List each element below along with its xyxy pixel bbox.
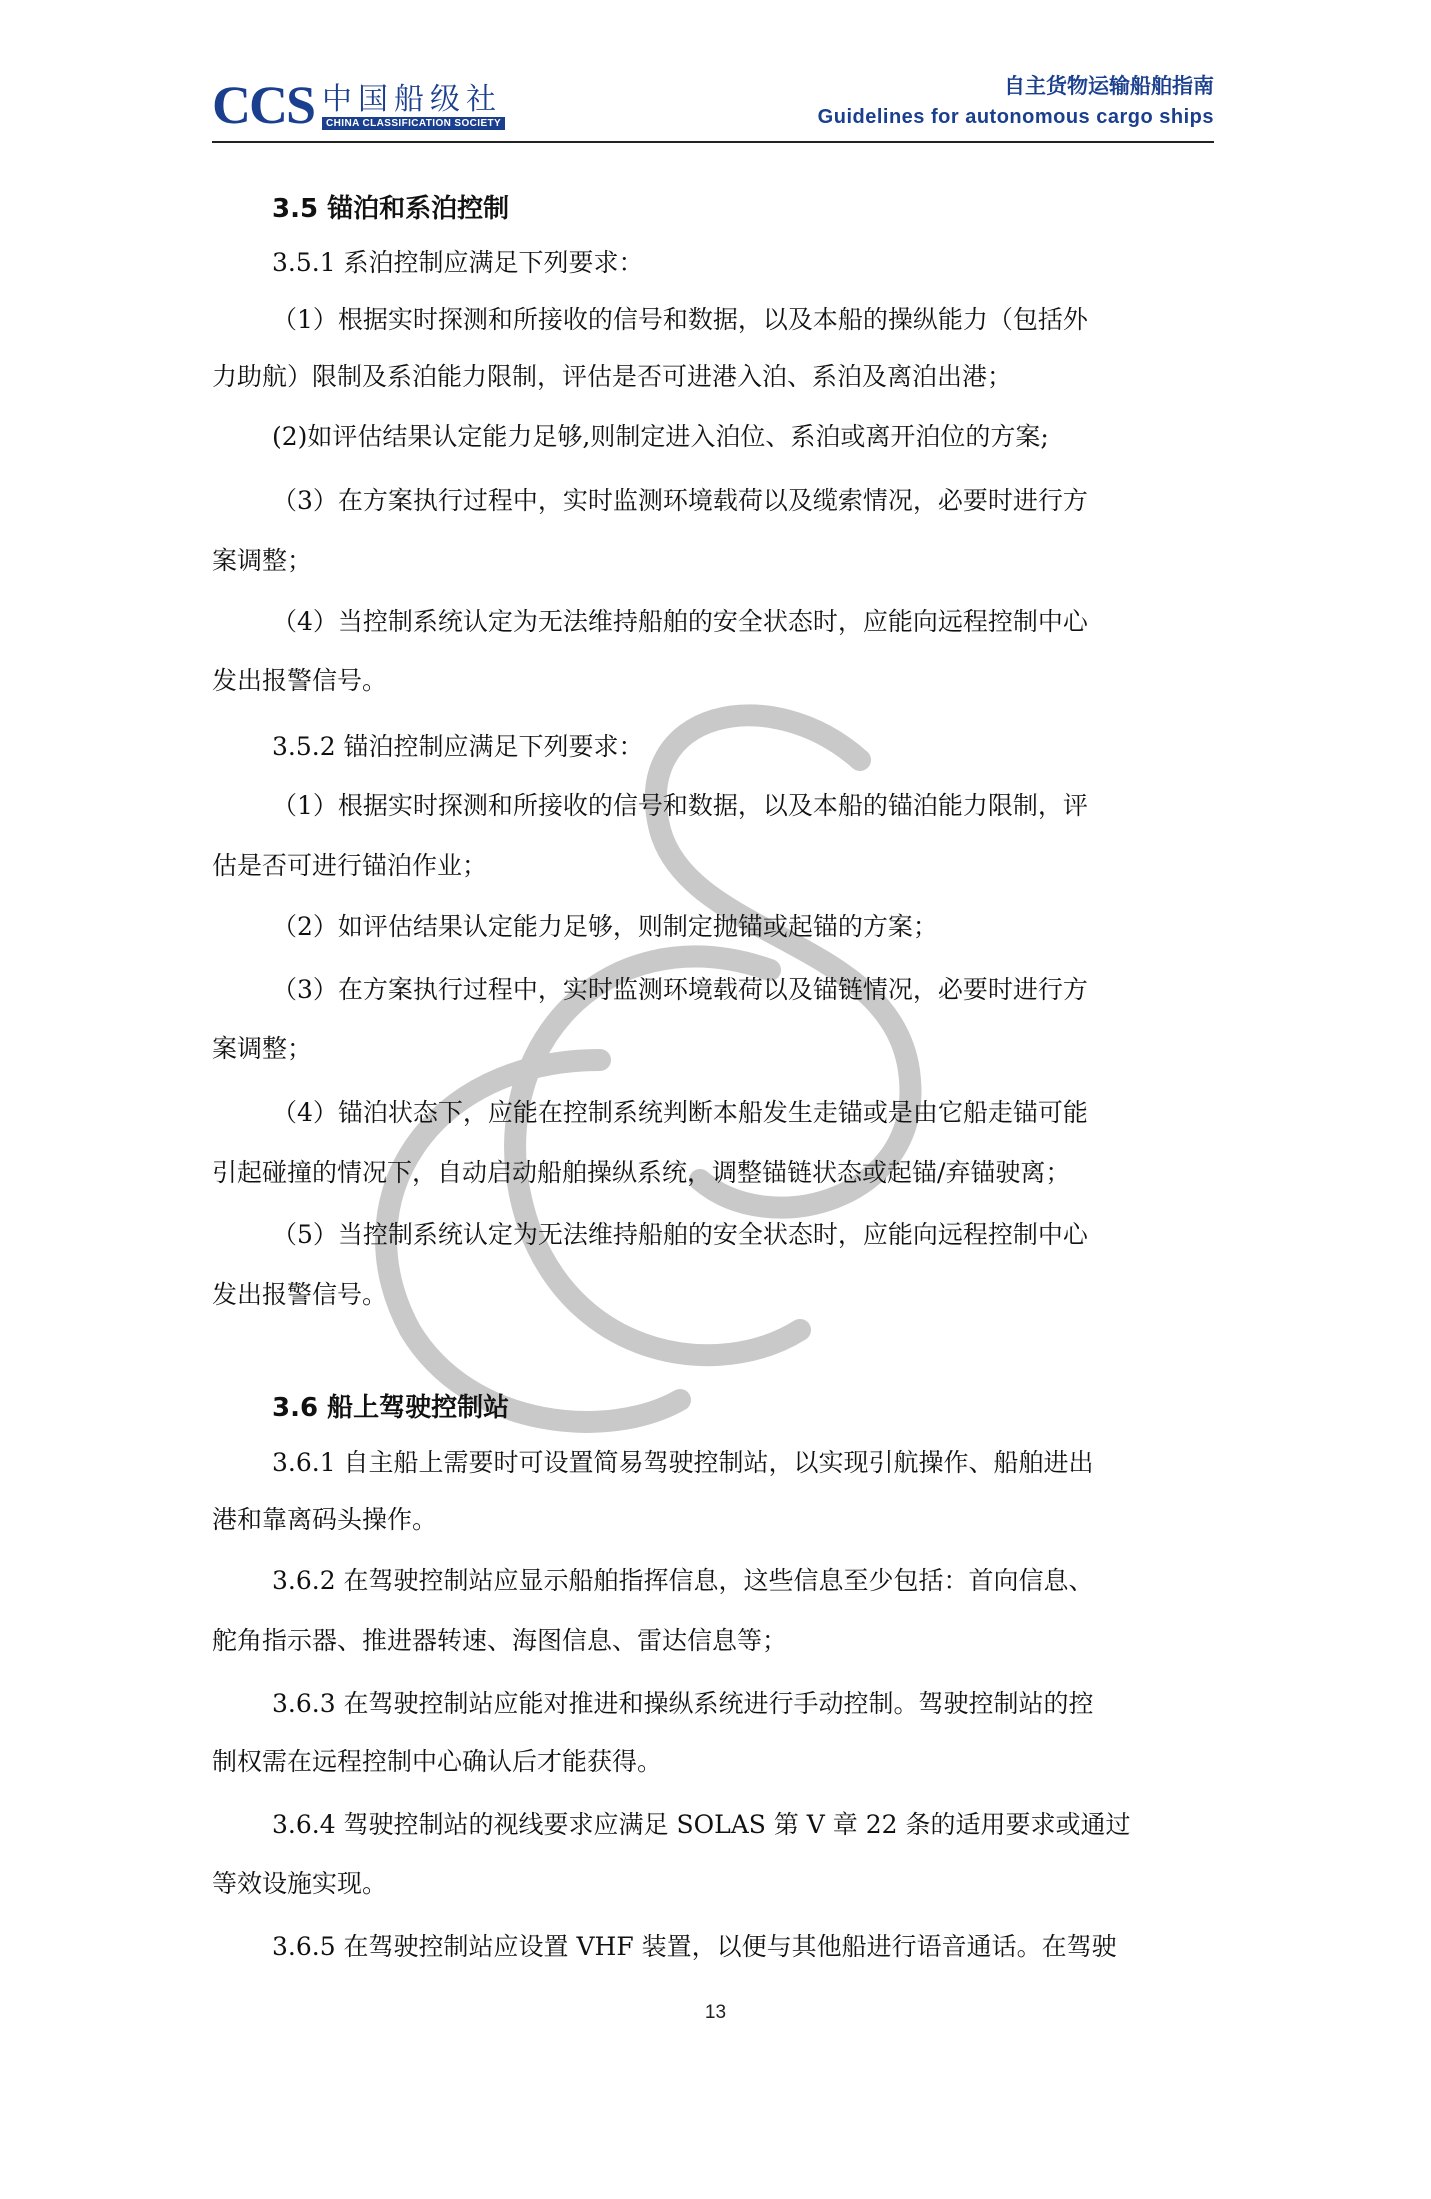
clause-3-5-1-item-1: （1）根据实时探测和所接收的信号和数据，以及本船的操纵能力（包括外 [272, 305, 1088, 334]
clause-3-6-2: 3.6.2 在驾驶控制站应显示船舶指挥信息，这些信息至少包括：首向信息、 [272, 1566, 1094, 1595]
logo-english-name: CHINA CLASSIFICATION SOCIETY [322, 117, 505, 130]
guide-title-english: Guidelines for autonomous cargo ships [817, 106, 1214, 128]
clause-3-6-3: 3.6.3 在驾驶控制站应能对推进和操纵系统进行手动控制。驾驶控制站的控 [272, 1689, 1094, 1718]
clause-3-5-2-item-1-cont: 估是否可进行锚泊作业； [212, 851, 488, 880]
clause-3-5-1-item-4: （4）当控制系统认定为无法维持船舶的安全状态时，应能向远程控制中心 [272, 607, 1088, 636]
section-3-5-heading: 3.5 锚泊和系泊控制 [272, 194, 510, 224]
clause-3-5-1-item-2: (2)如评估结果认定能力足够,则制定进入泊位、系泊或离开泊位的方案; [272, 422, 1049, 451]
header-divider [212, 141, 1214, 143]
logo-chinese-name: 中国船级社 [322, 82, 503, 117]
clause-3-5-1-item-1-cont: 力助航）限制及系泊能力限制，评估是否可进港入泊、系泊及离泊出港； [212, 362, 1013, 391]
clause-3-5-1: 3.5.1 系泊控制应满足下列要求： [272, 248, 644, 277]
section-3-6-heading: 3.6 船上驾驶控制站 [272, 1393, 510, 1423]
page-header [212, 62, 1214, 144]
clause-3-5-2-item-4: （4）锚泊状态下，应能在控制系统判断本船发生走锚或是由它船走锚可能 [272, 1098, 1088, 1127]
clause-3-6-4-cont: 等效设施实现。 [212, 1869, 388, 1898]
guide-title-chinese: 自主货物运输船舶指南 [1004, 74, 1214, 98]
clause-3-5-1-item-3-cont: 案调整； [212, 546, 313, 575]
logo-mark: CCS [212, 75, 315, 135]
clause-3-6-5: 3.6.5 在驾驶控制站应设置 VHF 装置，以便与其他船进行语音通话。在驾驶 [272, 1932, 1117, 1961]
clause-3-5-2-item-1: （1）根据实时探测和所接收的信号和数据，以及本船的锚泊能力限制，评 [272, 791, 1088, 820]
clause-3-5-2-item-3-cont: 案调整； [212, 1034, 313, 1063]
clause-3-6-1: 3.6.1 自主船上需要时可设置简易驾驶控制站，以实现引航操作、船舶进出 [272, 1448, 1094, 1477]
clause-3-5-1-item-3: （3）在方案执行过程中，实时监测环境载荷以及缆索情况，必要时进行方 [272, 486, 1088, 515]
clause-3-5-2-item-4-cont: 引起碰撞的情况下，自动启动船舶操纵系统，调整锚链状态或起锚/弃锚驶离； [212, 1158, 1071, 1187]
clause-3-5-2: 3.5.2 锚泊控制应满足下列要求： [272, 732, 644, 761]
ccs-logo [212, 74, 505, 135]
clause-3-6-4: 3.6.4 驾驶控制站的视线要求应满足 SOLAS 第 V 章 22 条的适用要求或通过 [272, 1810, 1131, 1839]
clause-3-5-2-item-3: （3）在方案执行过程中，实时监测环境载荷以及锚链情况，必要时进行方 [272, 975, 1088, 1004]
clause-3-5-1-item-4-cont: 发出报警信号。 [212, 666, 388, 695]
clause-3-6-1-cont: 港和靠离码头操作。 [212, 1505, 438, 1534]
clause-3-5-2-item-5-cont: 发出报警信号。 [212, 1280, 388, 1309]
clause-3-6-2-cont: 舵角指示器、推进器转速、海图信息、雷达信息等； [212, 1626, 788, 1655]
clause-3-5-2-item-5: （5）当控制系统认定为无法维持船舶的安全状态时，应能向远程控制中心 [272, 1220, 1088, 1249]
page-number: 13 [704, 2002, 727, 2023]
clause-3-6-3-cont: 制权需在远程控制中心确认后才能获得。 [212, 1747, 663, 1776]
clause-3-5-2-item-2: （2）如评估结果认定能力足够，则制定抛锚或起锚的方案； [272, 912, 938, 941]
